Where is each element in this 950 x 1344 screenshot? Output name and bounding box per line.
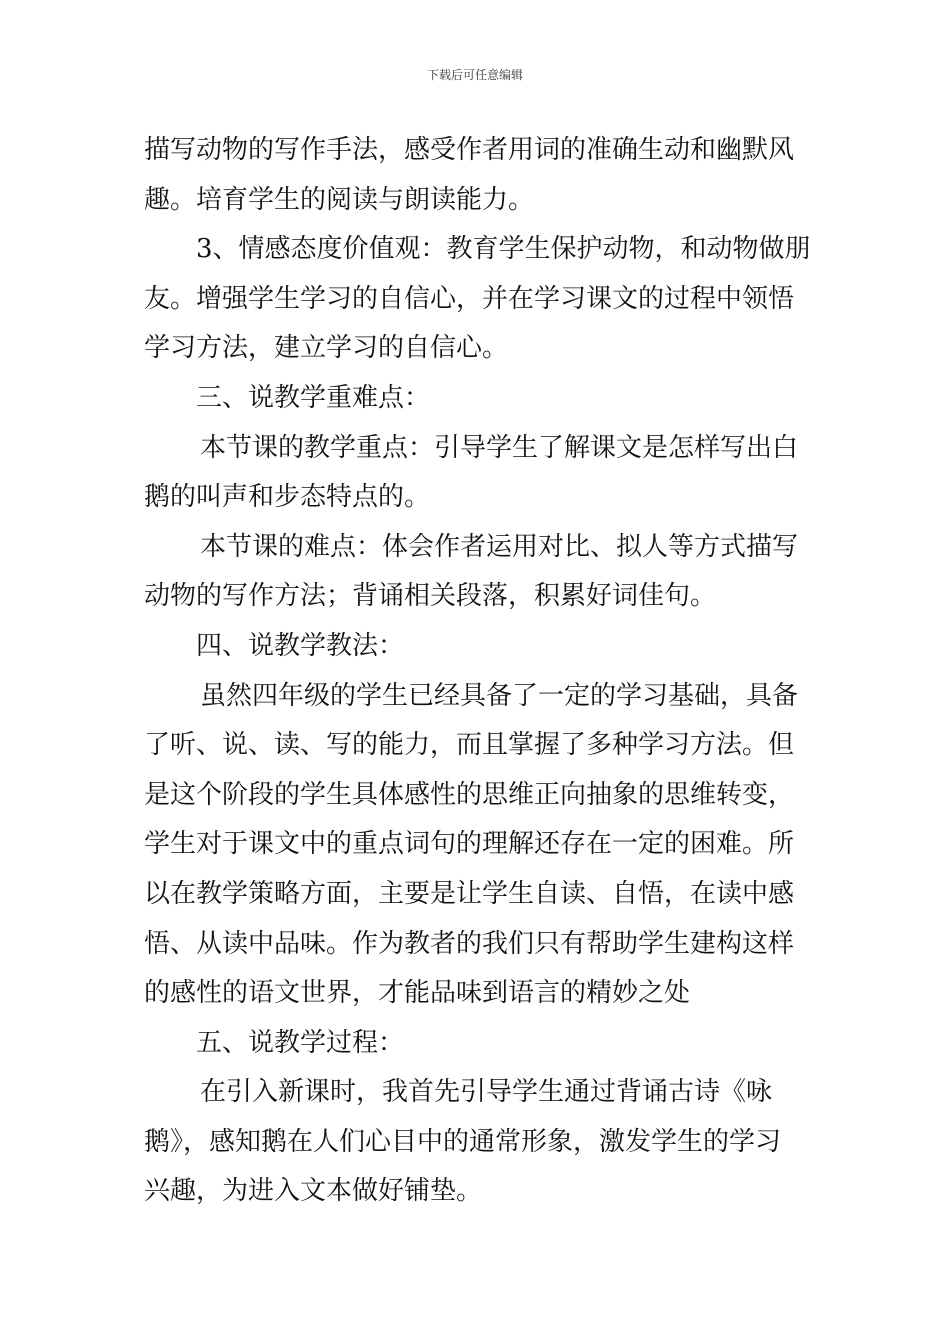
text-line: 了听、说、读、写的能力，而且掌握了多种学习方法。但	[144, 730, 795, 761]
text-line: 本节课的难点：体会作者运用对比、拟人等方式描写	[200, 531, 799, 562]
text-line: 学生对于课文中的重点词句的理解还存在一定的困难。所	[144, 829, 795, 860]
section-heading: 五、说教学过程：	[196, 1027, 405, 1058]
text-line: 在引入新课时，我首先引导学生通过背诵古诗《咏	[200, 1077, 773, 1108]
document-body	[144, 126, 816, 1217]
section-heading: 三、说教学重难点：	[196, 382, 431, 413]
text-line: 兴趣，为进入文本做好铺垫。	[144, 1176, 483, 1207]
text-line: 的感性的语文世界，才能品味到语言的精妙之处	[144, 978, 691, 1009]
text-line: 鹅》，感知鹅在人们心目中的通常形象，激发学生的学习	[144, 1126, 782, 1157]
text-line: 动物的写作方法；背诵相关段落，积累好词佳句。	[144, 581, 717, 612]
text-line: 描写动物的写作手法，感受作者用词的准确生动和幽默风	[144, 135, 795, 165]
text-line: 趣。培育学生的阅读与朗读能力。	[144, 184, 535, 215]
page-header: 下载后可任意编辑	[426, 68, 523, 82]
text-line: 以在教学策略方面，主要是让学生自读、自悟，在读中感	[144, 878, 795, 909]
text-line: 虽然四年级的学生已经具备了一定的学习基础，具备	[200, 680, 799, 711]
text-line: 悟、从读中品味。作为教者的我们只有帮助学生建构这样	[144, 928, 795, 959]
section-heading: 四、说教学教法：	[196, 630, 405, 661]
text-line: 鹅的叫声和步态特点的。	[144, 482, 431, 513]
text-line: 学习方法，建立学习的自信心。	[144, 333, 509, 364]
text-line: 友。增强学生学习的自信心，并在学习课文的过程中领悟	[144, 283, 795, 314]
text-line: 3、情感态度价值观：教育学生保护动物，和动物做朋	[196, 234, 811, 265]
text-line: 本节课的教学重点：引导学生了解课文是怎样写出白	[200, 432, 799, 463]
text-line: 是这个阶段的学生具体感性的思维正向抽象的思维转变，	[144, 779, 795, 810]
